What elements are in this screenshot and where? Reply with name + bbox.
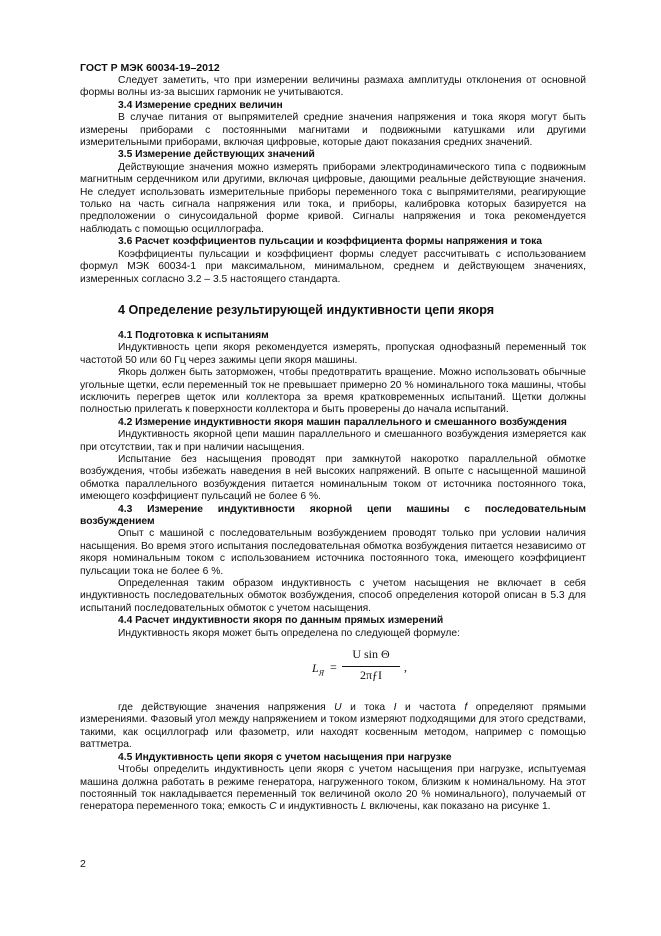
paragraph-4-3-a: Опыт с машиной с последовательным возбуждением проводят только при условии наличия насыщения. Во время этого испытания последовательная обмотка возбуждения питается независимо от якоря номинальным током с использованием источника постоянного тока, имеющего коэффициент пульсации тока не более 6 %. bbox=[80, 528, 586, 577]
formula-denominator: 2πƒI bbox=[359, 668, 383, 683]
text-span: определяют прямыми измерениями. Фазовый угол между напряжением и током измеряют подходящими для этого средствами, такими, как осциллограф или фазометр, или находят косвенным методом, например с помощью ваттметра. bbox=[80, 702, 586, 751]
document-body bbox=[80, 75, 586, 814]
symbol-f: f bbox=[464, 702, 468, 714]
section-4-title: 4 Определение результирующей индуктивности цепи якоря bbox=[118, 302, 495, 317]
symbol-L: L bbox=[360, 801, 367, 813]
formula-lhs-subscript: Я bbox=[318, 668, 324, 678]
paragraph-4-5 bbox=[80, 764, 586, 814]
paragraph-3-4: В случае питания от выпрямителей средние значения напряжения и тока якоря могут быть измерены приборами с постоянными магнитами и подвижными катушками или другими измерительными приборами, включая цифровые, которые дают показания средних значений. bbox=[80, 112, 586, 149]
paragraph-4-2-a: Индуктивность якорной цепи машин параллельного и смешанного возбуждения измеряется как при отсутствии, так и при наличии насыщения. bbox=[80, 429, 586, 453]
standard-code-header: ГОСТ Р МЭК 60034-19–2012 bbox=[80, 62, 220, 74]
text-span: Чтобы определить индуктивность цепи якоря с учетом насыщения при нагрузке, испытуемая машина должна работать в режиме генератора, нагруженного током, близким к номинальному. На этот постоянный ток накладывается переменный ток величиной около 20 % номинального), получаемый от генератора переменного тока; емкость bbox=[80, 764, 586, 813]
heading-4-5: 4.5 Индуктивность цепи якоря с учетом насыщения при нагрузке bbox=[118, 751, 452, 763]
text-span: и индуктивность bbox=[279, 801, 358, 813]
heading-3-6: 3.6 Расчет коэффициентов пульсации и коэффициента формы напряжения и тока bbox=[118, 236, 543, 248]
formula-lhs bbox=[312, 662, 324, 680]
heading-3-5: 3.5 Измерение действующих значений bbox=[118, 149, 315, 161]
paragraph-4-2-b: Испытание без насыщения проводят при замкнутой накоротко параллельной обмотке возбуждения, чтобы избежать наведения в ней высоких напряжений. В опыте с насыщенной машиной обмотка параллельного возбуждения питается номинальным током от источника постоянного тока, имеющего коэффициент пульсаций не более 6 %. bbox=[80, 453, 586, 503]
text-span: включены, как показано на рисунке 1. bbox=[369, 801, 551, 813]
heading-4-2: 4.2 Измерение индуктивности якоря машин параллельного и смешанного возбуждения bbox=[118, 416, 567, 428]
text-span: и тока bbox=[350, 702, 386, 714]
formula-fraction-bar bbox=[342, 666, 400, 667]
heading-4-3-line1: 4.3 Измерение индуктивности якорной цепи машины с последовательным bbox=[118, 503, 586, 515]
paragraph-intro: Следует заметить, что при измерении величины размаха амплитуды отклонения от основной формы волны из-за высших гармоник не учитываются. bbox=[80, 75, 586, 99]
formula-lhs-symbol: L bbox=[312, 661, 319, 676]
symbol-I: I bbox=[393, 702, 397, 714]
page-number: 2 bbox=[80, 858, 86, 870]
symbol-U: U bbox=[334, 702, 342, 714]
inductance-formula bbox=[80, 648, 586, 692]
text-span: где действующие значения напряжения bbox=[118, 702, 326, 714]
paragraph-3-6: Коэффициенты пульсации и коэффициент формы следует рассчитывать с использованием формул МЭК 60034-1 при максимальном, минимальном, среднем и действующем значениях, измеренных согласно 3.2 – 3.5 настоящего стандарта. bbox=[80, 248, 586, 285]
paragraph-4-1-a: Индуктивность цепи якоря рекомендуется измерять, пропуская однофазный переменный ток частотой 50 или 60 Гц через зажимы цепи якоря машины. bbox=[80, 342, 586, 366]
paragraph-4-4-b bbox=[80, 702, 586, 752]
paragraph-3-5: Действующие значения можно измерять приборами электродинамического типа с подвижным магнитным сердечником или другими, включая цифровые, дающими реальные действующие значения. Не следует использовать измерительные приборы переменного тока с выпрямителями, реагирующие только на часть сигнала напряжения или тока, и приборы, калибровка которых базируется на предположении о синусоидальной форме кривой. Сигналы напряжения и тока рекомендуется наблюдать с помощью осциллографа. bbox=[80, 161, 586, 235]
text-span: и частота bbox=[404, 702, 456, 714]
heading-3-4: 3.4 Измерение средних величин bbox=[118, 99, 283, 111]
formula-fraction bbox=[342, 648, 400, 681]
heading-4-4: 4.4 Расчет индуктивности якоря по данным прямых измерений bbox=[118, 615, 444, 627]
paragraph-4-3-b: Определенная таким образом индуктивность с учетом насыщения не включает в себя индуктивность последовательных обмоток возбуждения, способ определения которой описан в 5.3 для испытаний последовательных обмоток с учетом насыщения. bbox=[80, 578, 586, 614]
heading-4-3-line2: возбуждением bbox=[80, 516, 155, 527]
heading-4-1: 4.1 Подготовка к испытаниям bbox=[118, 329, 269, 341]
paragraph-4-4-a: Индуктивность якоря может быть определена по следующей формуле: bbox=[118, 627, 461, 639]
symbol-C: C bbox=[269, 801, 277, 813]
formula-equals: = bbox=[330, 660, 337, 675]
formula-numerator: U sin Θ bbox=[352, 647, 390, 662]
paragraph-4-1-b: Якорь должен быть заторможен, чтобы предотвратить вращение. Можно использовать обычные угольные щетки, если переменный ток не превышает примерно 20 % номинального тока машины, чтобы исключить перегрев щеток или коллектора за время кратковременных испытаний. Щетки должны полностью прилегать к поверхности коллектора и быть проверены до начала испытаний. bbox=[80, 367, 586, 416]
formula-trailing-comma: , bbox=[404, 660, 407, 675]
